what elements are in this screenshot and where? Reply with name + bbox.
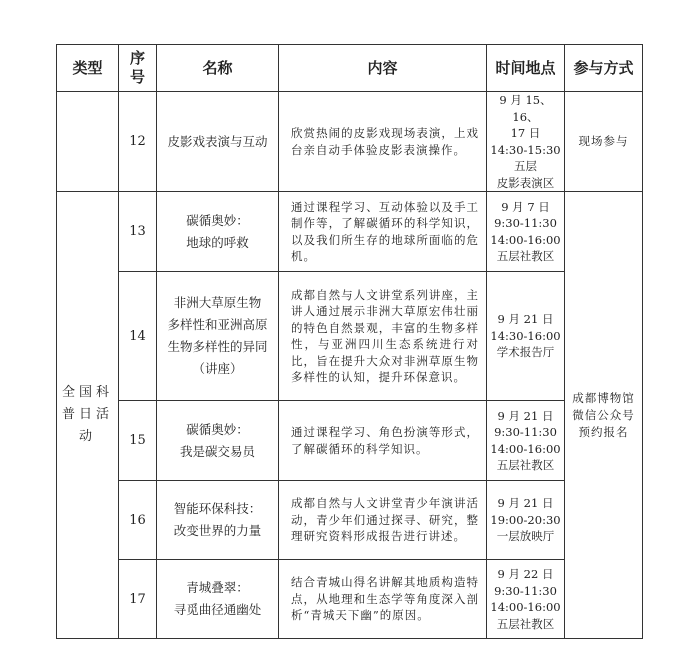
activity-content: 通过课程学习、角色扮演等形式，了解碳循环的科学知识。 (279, 401, 487, 481)
time-place (487, 481, 565, 560)
activity-name (157, 481, 279, 560)
table-row (57, 92, 643, 192)
type-group-line: 动 (78, 429, 96, 444)
activity-name (157, 192, 279, 272)
activity-name-line: 碳循奥妙： (186, 421, 249, 437)
time-place-line: 14:30-16:00 (490, 328, 561, 343)
activity-name (157, 560, 279, 639)
time-place-line: 9:30-11:30 (494, 216, 557, 230)
type-group-line: 全国科 (61, 385, 113, 400)
participation-line: 预约报名 (578, 424, 629, 439)
type-cell-empty (57, 92, 119, 192)
header-content: 内容 (279, 45, 487, 92)
time-place-line: 皮影表演区 (496, 175, 555, 190)
activity-content: 通过课程学习、互动体验以及手工制作等，了解碳循环的科学知识，以及我们所生存的地球所面临的危机。 (279, 192, 487, 272)
participation-online (565, 192, 643, 639)
row-number: 14 (119, 272, 157, 401)
activity-name (157, 401, 279, 481)
header-time-place: 时间地点 (487, 45, 565, 92)
time-place (487, 560, 565, 639)
time-place-line: 19:00-20:30 (490, 512, 561, 527)
header-name: 名称 (157, 45, 279, 92)
time-place (487, 192, 565, 272)
header-row (57, 45, 643, 92)
activity-name-line: 青城叠翠： (186, 580, 249, 595)
time-place (487, 92, 565, 192)
row-number: 15 (119, 401, 157, 481)
type-group-cell (57, 192, 119, 639)
time-place (487, 401, 565, 481)
activity-name (157, 92, 279, 192)
time-place-line: 9:30-11:30 (494, 583, 557, 598)
time-place-line: 9 月 22 日 (497, 567, 554, 581)
time-place-line: 9 月 21 日 (497, 496, 554, 511)
time-place-line: 一层放映厅 (496, 529, 555, 544)
activity-name-line: 碳循奥妙： (186, 212, 249, 228)
time-place-line: 14:30-15:30 (490, 142, 561, 157)
time-place (487, 272, 565, 401)
header-type: 类型 (57, 45, 119, 92)
activity-content: 成都自然与人文讲堂青少年演讲活动，青少年们通过探寻、研究，整理研究资料形成报告进行讲述。 (279, 481, 487, 560)
time-place-line: 17 日 (510, 126, 541, 140)
time-place-line: 14:00-16:00 (490, 232, 561, 247)
activity-schedule (56, 44, 643, 639)
activity-name-line: 我是碳交易员 (179, 443, 255, 459)
time-place-line: 五层 (514, 159, 537, 173)
activity-name-line: 改变世界的力量 (173, 523, 262, 538)
participation-onsite: 现场参与 (565, 92, 643, 192)
row-number: 17 (119, 560, 157, 639)
activity-name-line: 非洲大草原生物 (173, 295, 262, 310)
type-group-line: 普日活 (61, 407, 113, 422)
row-number: 13 (119, 192, 157, 272)
participation-line: 成都博物馆 (572, 390, 635, 405)
participation-line: 微信公众号 (572, 407, 635, 422)
table-row (57, 192, 643, 272)
time-place-line: 9 月 7 日 (501, 199, 550, 214)
time-place-line: 五层社教区 (496, 616, 555, 631)
row-number: 16 (119, 481, 157, 560)
time-place-line: 9 月 21 日 (497, 312, 554, 327)
table-row (57, 272, 643, 401)
activity-name-line: 地球的呼救 (186, 234, 249, 250)
activity-name-line: （讲座） (192, 361, 243, 376)
row-number: 12 (119, 92, 157, 192)
time-place-line: 五层社教区 (496, 458, 555, 472)
activity-name-line: 多样性和亚洲高原 (167, 317, 268, 332)
header-number-line1: 序 (129, 49, 145, 67)
activity-name-line: 生物多样性的异同 (167, 339, 268, 354)
time-place-line: 学术报告厅 (496, 345, 555, 360)
time-place-line: 14:00-16:00 (490, 600, 561, 614)
activity-name-line: 皮影戏表演与互动 (167, 133, 268, 149)
time-place-line: 9:30-11:30 (494, 425, 557, 439)
header-number-line2: 号 (129, 68, 145, 86)
time-place-line: 14:00-16:00 (490, 441, 561, 456)
activity-table (56, 44, 643, 639)
table-row (57, 560, 643, 639)
table-row (57, 481, 643, 560)
table-row (57, 401, 643, 481)
activity-content: 成都自然与人文讲堂系列讲座，主讲人通过展示非洲大草原宏伟壮丽的特色自然景观，丰富的生物多样性，与亚洲四川生态系统进行对比，旨在提升大众对非洲草原生物多样性的认知，提升环保意识。 (279, 272, 487, 401)
activity-name (157, 272, 279, 401)
header-number (119, 45, 157, 92)
header-participation: 参与方式 (565, 45, 643, 92)
activity-content: 欣赏热闹的皮影戏现场表演，上戏台亲自动手体验皮影表演操作。 (279, 92, 487, 192)
activity-name-line: 寻觅曲径通幽处 (173, 602, 262, 617)
time-place-line: 五层社教区 (496, 249, 555, 263)
activity-name-line: 智能环保科技： (173, 501, 262, 516)
time-place-line: 9 月 15、16、 (499, 93, 552, 124)
activity-content: 结合青城山得名讲解其地质构造特点，从地理和生态学等角度深入剖析“青城天下幽”的原因。 (279, 560, 487, 639)
time-place-line: 9 月 21 日 (497, 408, 554, 423)
